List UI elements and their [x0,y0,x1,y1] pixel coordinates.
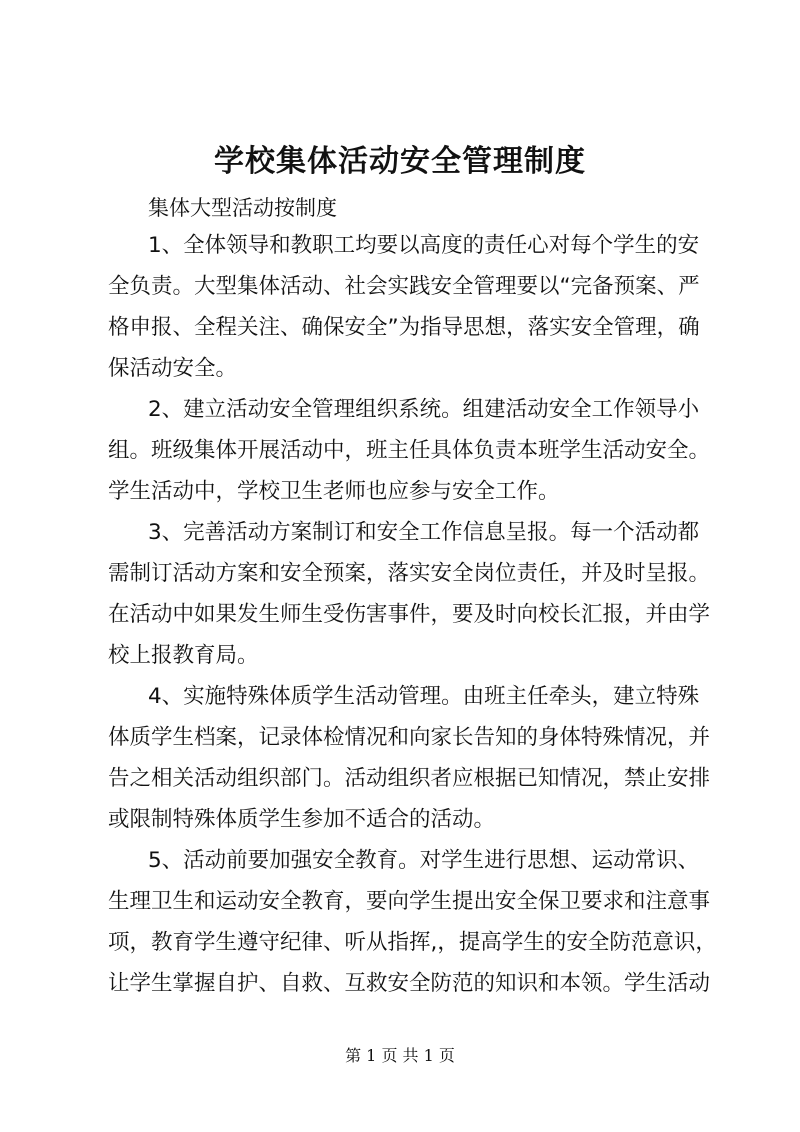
body-line: 告之相关活动组织部门。活动组织者应根据已知情况，禁止安排 [108,766,711,791]
body-line: 学生活动中，学校卫生老师也应参与安全工作。 [108,479,560,504]
body-line: 需制订活动方案和安全预案，落实安全岗位责任，并及时呈报。 [108,561,711,586]
body-line: 体质学生档案，记录体检情况和向家长告知的身体特殊情况，并 [108,725,711,750]
body-line: 校上报教育局。 [108,643,259,668]
body-line: 格申报、全程关注、确保安全”为指导思想，落实安全管理，确 [108,315,700,340]
body-line: 保活动安全。 [108,356,238,381]
body-line: 在活动中如果发生师生受伤害事件，要及时向校长汇报，并由学 [108,602,711,627]
body-line: 3、完善活动方案制订和安全工作信息呈报。每一个活动都 [148,520,700,545]
body-line: 2、建立活动安全管理组织系统。组建活动安全工作领导小 [148,397,700,422]
body-line: 组。班级集体开展活动中，班主任具体负责本班学生活动安全。 [108,438,711,463]
body-line: 全负责。大型集体活动、社会实践安全管理要以“完备预案、严 [108,274,700,299]
body-line: 或限制特殊体质学生参加不适合的活动。 [108,807,496,832]
body-line: 让学生掌握自护、自救、互救安全防范的知识和本领。学生活动 [108,971,711,996]
body-line: 5、活动前要加强安全教育。对学生进行思想、运动常识、 [148,848,700,873]
page-number-footer: 第 1 页 共 1 页 [345,1046,455,1065]
document-subtitle: 集体大型活动按制度 [148,196,337,220]
body-line: 生理卫生和运动安全教育，要向学生提出安全保卫要求和注意事 [108,889,711,914]
body-line: 1、全体领导和教职工均要以高度的责任心对每个学生的安 [148,233,700,258]
body-line: 4、实施特殊体质学生活动管理。由班主任牵头，建立特殊 [148,684,700,709]
document-title: 学校集体活动安全管理制度 [214,144,586,179]
body-line: 项，教育学生遵守纪律、听从指挥,，提高学生的安全防范意识， [108,930,717,955]
